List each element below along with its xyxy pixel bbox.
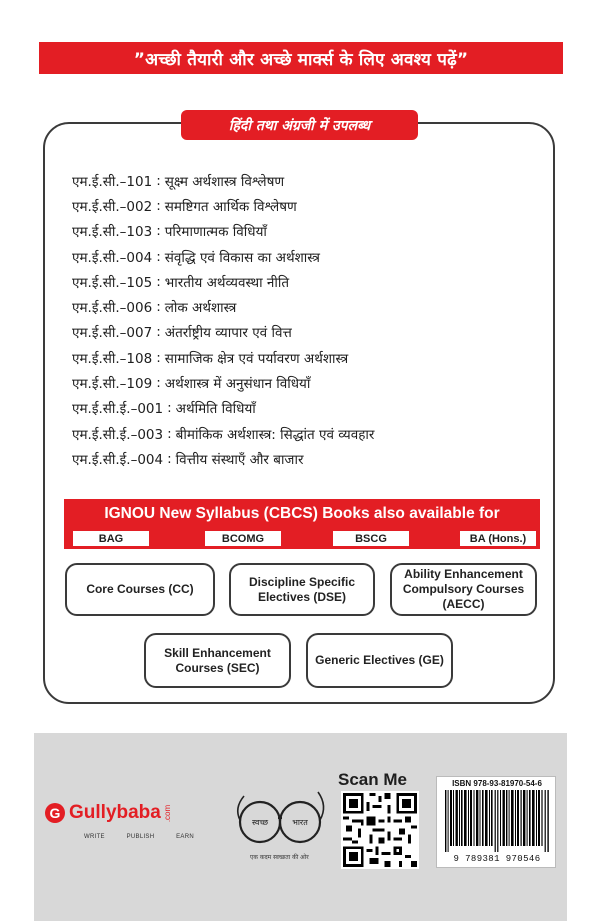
course-title: सूक्ष्म अर्थशास्त्र विश्लेषण: [164, 173, 285, 190]
category-core-courses: Core Courses (CC): [65, 563, 215, 616]
course-code: एम.ई.सी.ई.–001: [72, 401, 164, 418]
course-title: परिमाणात्मक विधियाँ: [164, 224, 267, 241]
tagline-word: PUBLISH: [126, 834, 155, 840]
course-item: एम.ई.सी.–109 : अर्थशास्त्र में अनुसंधान विधियाँ: [72, 375, 311, 393]
swachh-bharat-glasses-icon: [230, 784, 330, 854]
category-sec: Skill Enhancement Courses (SEC): [144, 633, 291, 688]
course-title: समष्टिगत आर्थिक विश्लेषण: [164, 198, 297, 215]
course-item: एम.ई.सी.–108 : सामाजिक क्षेत्र एवं पर्यावरण अर्थशास्त्र: [72, 349, 349, 367]
qr-code-icon[interactable]: [341, 791, 419, 869]
logo-mark: G: [45, 803, 65, 823]
isbn-label: ISBN 978-93-81970-54-6: [452, 779, 542, 788]
tagline-word: EARN: [176, 834, 194, 840]
ignou-programs-bar: [64, 499, 540, 549]
course-code: एम.ई.सी.–002: [72, 198, 153, 215]
logo-tagline: [84, 834, 194, 840]
course-title: अर्थशास्त्र में अनुसंधान विधियाँ: [164, 376, 311, 393]
barcode-icon: [445, 790, 549, 852]
course-title: वित्तीय संस्थाएँ और बाजार: [175, 451, 304, 468]
swachh-right-text: भारत: [292, 818, 308, 827]
banner-text: ”अच्छी तैयारी और अच्छे मार्क्स के लिए अवश्य पढ़ें”: [133, 49, 469, 70]
category-dse: Discipline Specific Electives (DSE): [229, 563, 375, 616]
swachh-slogan: एक कदम स्वच्छता की ओर: [250, 854, 309, 861]
course-code: एम.ई.सी.–101: [72, 173, 153, 190]
course-item: एम.ई.सी.–004 : संवृद्धि एवं विकास का अर्थशास्त्र: [72, 248, 320, 266]
isbn-barcode: [436, 776, 556, 868]
course-title: अंतर्राष्ट्रीय व्यापार एवं वित्त: [164, 325, 292, 342]
course-item: एम.ई.सी.–006 : लोक अर्थशास्त्र: [72, 299, 237, 317]
course-item: एम.ई.सी.–103 : परिमाणात्मक विधियाँ: [72, 223, 267, 241]
course-item: एम.ई.सी.ई.–001 : अर्थमिति विधियाँ: [72, 400, 256, 418]
isbn-digits: 9 789381 970546: [453, 854, 541, 864]
scan-me-label: Scan Me: [338, 770, 407, 789]
course-code: एम.ई.सी.ई.–003: [72, 426, 164, 443]
program-badge: BCOMG: [205, 531, 281, 546]
swachh-left-text: स्वच्छ: [251, 818, 269, 827]
course-code: एम.ई.सी.–006: [72, 300, 153, 317]
course-item: एम.ई.सी.–101 : सूक्ष्म अर्थशास्त्र विश्लेषण: [72, 172, 285, 190]
logo-name: Gullybaba: [69, 802, 161, 823]
course-title: अर्थमिति विधियाँ: [175, 401, 256, 418]
course-item: एम.ई.सी.–105 : भारतीय अर्थव्यवस्था नीति: [72, 273, 290, 291]
course-item: एम.ई.सी.–002 : समष्टिगत आर्थिक विश्लेषण: [72, 197, 297, 215]
course-title: भारतीय अर्थव्यवस्था नीति: [164, 274, 290, 291]
course-title: सामाजिक क्षेत्र एवं पर्यावरण अर्थशास्त्र: [164, 350, 349, 367]
course-list: [72, 168, 542, 472]
course-item: एम.ई.सी.ई.–004 : वित्तीय संस्थाएँ और बाजार: [72, 450, 304, 468]
tagline-word: WRITE: [84, 834, 105, 840]
logo-domain: .com: [163, 804, 173, 822]
course-item: एम.ई.सी.–007 : अंतर्राष्ट्रीय व्यापार एवं वित्त: [72, 324, 292, 342]
course-title: संवृद्धि एवं विकास का अर्थशास्त्र: [164, 249, 320, 266]
course-code: एम.ई.सी.ई.–004: [72, 451, 164, 468]
course-title: बीमांकिक अर्थशास्त्र: सिद्धांत एवं व्यवहार: [175, 426, 375, 443]
program-badge: BSCG: [333, 531, 409, 546]
availability-badge: हिंदी तथा अंग्रजी में उपलब्ध: [181, 110, 418, 140]
category-ge: Generic Electives (GE): [306, 633, 453, 688]
program-badge: BA (Hons.): [460, 531, 536, 546]
course-code: एम.ई.सी.–004: [72, 249, 153, 266]
gullybaba-logo: [45, 802, 176, 824]
course-code: एम.ई.सी.–007: [72, 325, 153, 342]
top-banner: [39, 42, 563, 74]
course-item: एम.ई.सी.ई.–003 : बीमांकिक अर्थशास्त्र: सिद्धांत एवं व्यवहार: [72, 425, 375, 443]
course-code: एम.ई.सी.–109: [72, 376, 153, 393]
course-code: एम.ई.सी.–108: [72, 350, 153, 367]
course-code: एम.ई.सी.–103: [72, 224, 153, 241]
category-aecc: Ability Enhancement Compulsory Courses (AECC): [390, 563, 537, 616]
course-code: एम.ई.सी.–105: [72, 274, 153, 291]
program-badge: BAG: [73, 531, 149, 546]
ignou-title: IGNOU New Syllabus (CBCS) Books also available for: [104, 505, 500, 522]
course-title: लोक अर्थशास्त्र: [164, 300, 237, 317]
